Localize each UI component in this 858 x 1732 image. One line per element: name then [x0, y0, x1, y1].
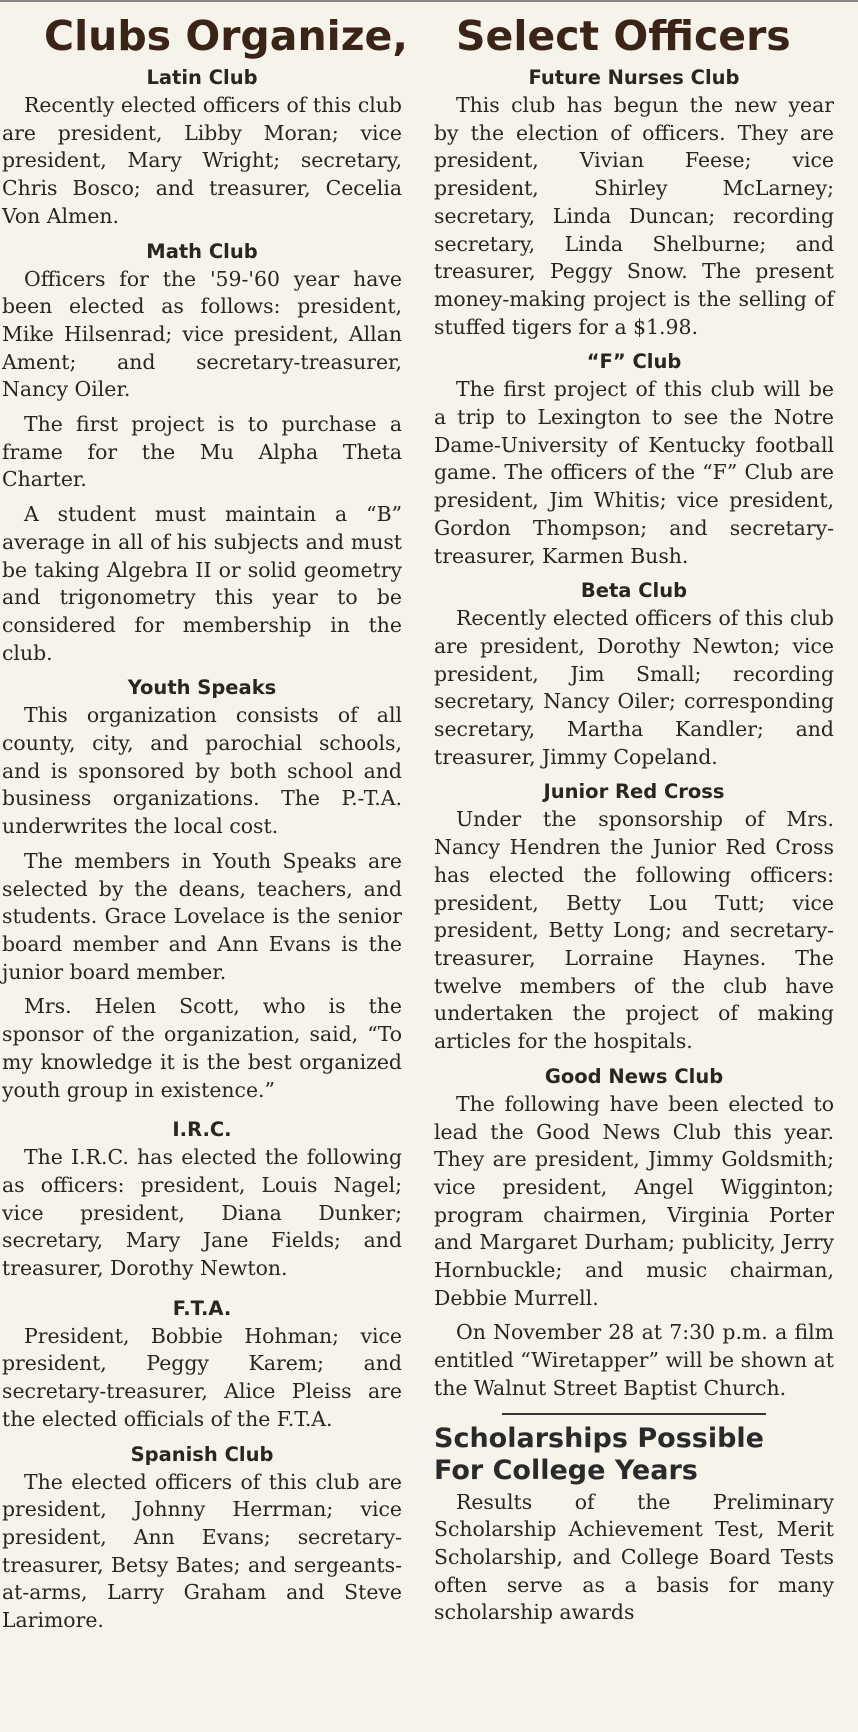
- section-title: Junior Red Cross: [543, 780, 725, 804]
- left-column: [2, 64, 402, 1642]
- paragraph: President, Bobbie Hohman; vice president, Peggy Karem; and secretary-treasurer, Alice Pleiss are the elected officials of the F.T.A.: [2, 1323, 402, 1431]
- section-title: Beta Club: [580, 579, 688, 603]
- paragraph: The I.R.C. has elected the following as officers: president, Louis Nagel; vice president, Diana Dunker; secretary, Mary Jane Fields; and treasurer, Dorothy Newton.: [2, 1145, 402, 1281]
- paragraph: Recently elected officers of this club are president, Libby Moran; vice president, Mary Wright; secretary, Chris Bosco; and treasurer, Cecelia Von Almen.: [2, 93, 402, 228]
- paragraph: A student must maintain a “B” average in all of his subjects and must be taking Algebra II or solid geometry and trigonometry this year to be considered for membership in the club.: [2, 502, 402, 665]
- paragraph: On November 28 at 7:30 p.m. a film entitled “Wiretapper” will be shown at the Walnut Street Baptist Church.: [434, 1320, 834, 1400]
- paragraph: The members in Youth Speaks are selected by the deans, teachers, and students. Grace Lovelace is the senior board member and Ann Evans is the junior board member.: [2, 848, 402, 984]
- paragraph: Recently elected officers of this club are president, Dorothy Newton; vice president, Jim Small; recording secretary, Nancy Oiler; corresponding secretary, Martha Kandler; and treasurer, Jimmy Copeland.: [434, 606, 834, 769]
- top-divider: [0, 0, 858, 2]
- paragraph: Results of the Preliminary Scholarship Achievement Test, Merit Scholarship, and College Board Tests often serve as a basis for many scholarship awards: [434, 1489, 834, 1625]
- paragraph: Mrs. Helen Scott, who is the sponsor of the organization, said, “To my knowledge it is the best organized youth group in existence.”: [2, 994, 402, 1102]
- section-title: Spanish Club: [130, 1442, 274, 1466]
- section-title: F.T.A.: [172, 1296, 232, 1320]
- paragraph: Officers for the '59-'60 year have been elected as follows: president, Mike Hilsenrad; vice president, Allan Ament; and secretary-treasurer, Nancy Oiler.: [2, 266, 402, 402]
- paragraph: The following have been elected to lead the Good News Club this year. They are president, Jimmy Goldsmith; vice president, Angel Wigginton; program chairmen, Virginia Porter and Margaret Durham; publicity, Jerry Hornbuckle; and music chairman, Debbie Murrell.: [434, 1091, 834, 1310]
- headline-right: Select Officers: [456, 12, 791, 60]
- article-headline: [434, 1423, 834, 1487]
- section-title: Youth Speaks: [127, 676, 277, 700]
- article-headline-line2: For College Years: [434, 1454, 698, 1486]
- paragraph: The first project is to purchase a frame for the Mu Alpha Theta Charter.: [2, 412, 402, 492]
- right-column: [434, 64, 834, 1634]
- paragraph: This club has begun the new year by the election of officers. They are president, Vivian Feese; vice president, Shirley McLarney; secretary, Linda Duncan; recording secretary, Linda Shelburne; and treasurer, Peggy Snow. The present money-making project is the selling of stuffed tigers for a $1.98.: [434, 93, 834, 339]
- paragraph: Under the sponsorship of Mrs. Nancy Hendren the Junior Red Cross has elected the following officers: president, Betty Lou Tutt; vice president, Betty Long; and secretary-treasurer, Lorraine Haynes. The twelve members of the club have undertaken the project of making articles for the hospitals.: [434, 807, 834, 1054]
- article-headline-line1: Scholarships Possible: [434, 1422, 764, 1454]
- section-title: Math Club: [146, 239, 258, 263]
- section-divider: [502, 1413, 766, 1415]
- section-title: Latin Club: [146, 66, 258, 89]
- section-title: I.R.C.: [172, 1118, 232, 1142]
- headline-left: Clubs Organize,: [44, 12, 408, 60]
- paragraph: This organization consists of all county, city, and parochial schools, and is sponsored by both school and business organizations. The P.-T.A. underwrites the local cost.: [2, 703, 402, 839]
- section-title: Future Nurses Club: [528, 66, 740, 89]
- section-title: Good News Club: [544, 1064, 724, 1088]
- paragraph: The elected officers of this club are president, Johnny Herrman; vice president, Ann Evans; secretary-treasurer, Betsy Bates; and sergeants-at-arms, Larry Graham and Steve Larimore.: [2, 1469, 402, 1633]
- paragraph: The first project of this club will be a trip to Lexington to see the Notre Dame-University of Kentucky football game. The officers of the “F” Club are president, Jim Whitis; vice president, Gordon Thompson; and secretary-treasurer, Karmen Bush.: [434, 377, 834, 568]
- section-title: “F” Club: [586, 350, 682, 374]
